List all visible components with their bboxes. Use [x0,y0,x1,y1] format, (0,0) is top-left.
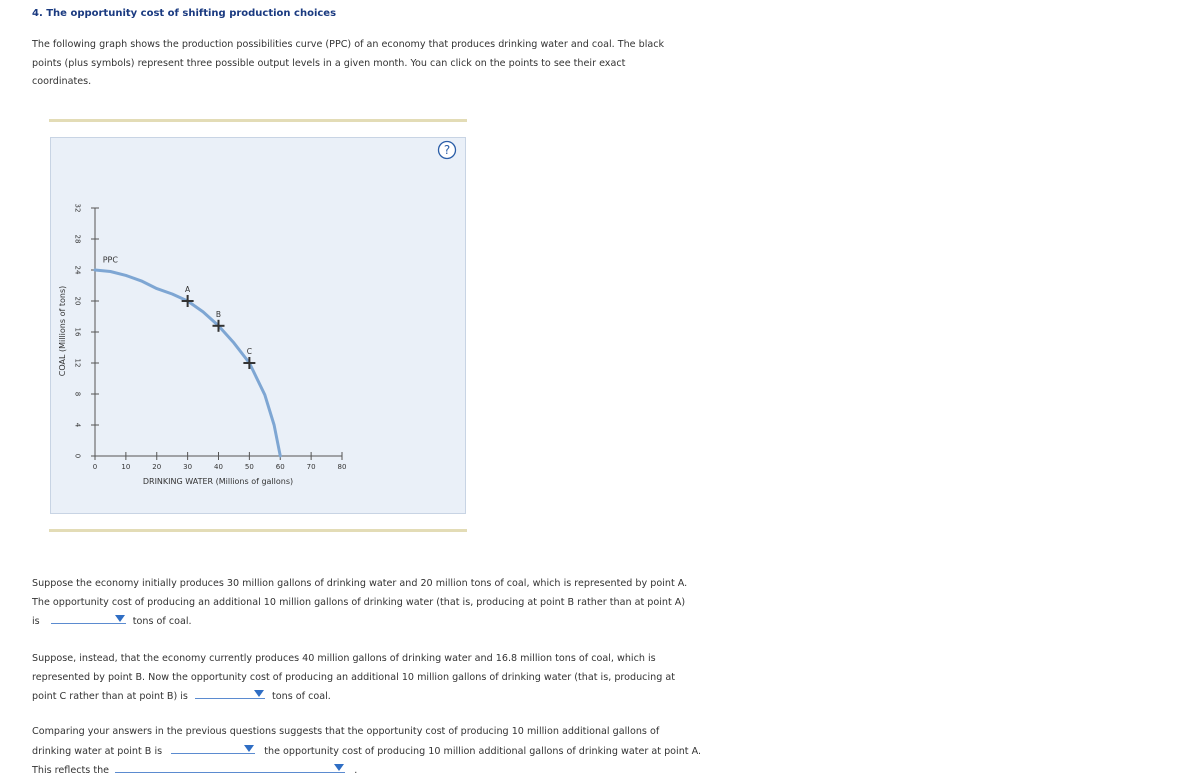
part3-period: . [354,765,358,776]
y-tick-label: 16 [73,327,82,337]
part3-suffix: the opportunity cost of producing 10 million additional gallons of drinking water at point A. [264,745,702,757]
part3-prefix: drinking water at point B is [32,745,163,757]
part1-answer-dropdown[interactable] [51,612,126,624]
y-axis-title: COAL (Millions of tons) [58,285,67,377]
chevron-down-icon [334,764,344,771]
x-tick-label: 70 [306,463,316,471]
part2-suffix: tons of coal. [272,691,331,702]
y-tick-label: 0 [73,453,82,459]
x-tick-label: 30 [183,463,193,471]
chevron-down-icon [244,745,254,752]
chevron-down-icon [254,690,264,697]
part3-line: Comparing your answers in the previous questions suggests that the opportunity cost of producing 10 million additional gallons of [32,726,660,737]
y-tick-label: 12 [73,358,82,368]
part1-line: Suppose the economy initially produces 30 million gallons of drinking water and 20 million tons of coal, which is represented by point A. [32,578,688,589]
x-tick-label: 0 [92,463,98,471]
question-part-2 [32,650,675,707]
question-title: 4. The opportunity cost of shifting production choices [32,8,337,19]
ppc-curve-label: PPC [102,255,118,265]
part3-line-2 [32,742,701,762]
part3-line-3 [32,761,701,781]
part2-prefix: point C rather than at point B) is [32,691,188,702]
part2-line: Suppose, instead, that the economy currently produces 40 million gallons of drinking water and 16.8 million tons of coal, which is [32,653,656,664]
x-tick-label: 80 [337,463,347,471]
y-tick-label: 20 [73,296,82,306]
part2-line-3 [32,687,675,707]
intro-line: points (plus symbols) represent three possible output levels in a given month. You can click on the points to see their exact [32,57,626,69]
part1-prefix: is [32,616,40,627]
graph-bottom-divider [49,529,467,532]
y-tick-label: 28 [73,234,82,244]
y-tick-label: 24 [73,265,82,275]
y-tick-label: 4 [73,422,82,428]
intro-line: The following graph shows the production possibilities curve (PPC) of an economy that produces drinking water and coal. The black [32,39,665,50]
help-glyph: ? [443,143,451,158]
point-a-label: A [185,285,191,294]
part1-suffix: tons of coal. [132,616,192,627]
x-tick-label: 40 [214,463,223,471]
part3-comparison-dropdown[interactable] [171,742,255,754]
x-tick-label: 60 [275,463,285,471]
x-tick-label: 10 [121,463,131,471]
part1-line-3 [32,612,687,632]
intro-line: coordinates. [32,76,92,87]
part3-line3-prefix: This reflects the [32,765,110,776]
question-part-1 [32,575,687,632]
point-b-label: B [215,309,222,319]
question-part-3 [32,723,701,781]
chevron-down-icon [115,615,125,622]
point-c-label: C [246,347,252,356]
y-tick-label: 32 [73,203,82,213]
x-tick-label: 50 [244,463,254,471]
part3-reason-dropdown[interactable] [115,761,345,773]
x-tick-label: 20 [152,463,162,471]
y-tick-label: 8 [73,391,82,397]
part2-answer-dropdown[interactable] [195,687,265,699]
x-axis-title: DRINKING WATER (Millions of gallons) [142,477,294,486]
part1-line: The opportunity cost of producing an additional 10 million gallons of drinking water (that is, producing at point B rather than at point A) [32,596,686,608]
part2-line: represented by point B. Now the opportunity cost of producing an additional 10 million gallons of drinking water (that is, producing at [32,671,675,683]
